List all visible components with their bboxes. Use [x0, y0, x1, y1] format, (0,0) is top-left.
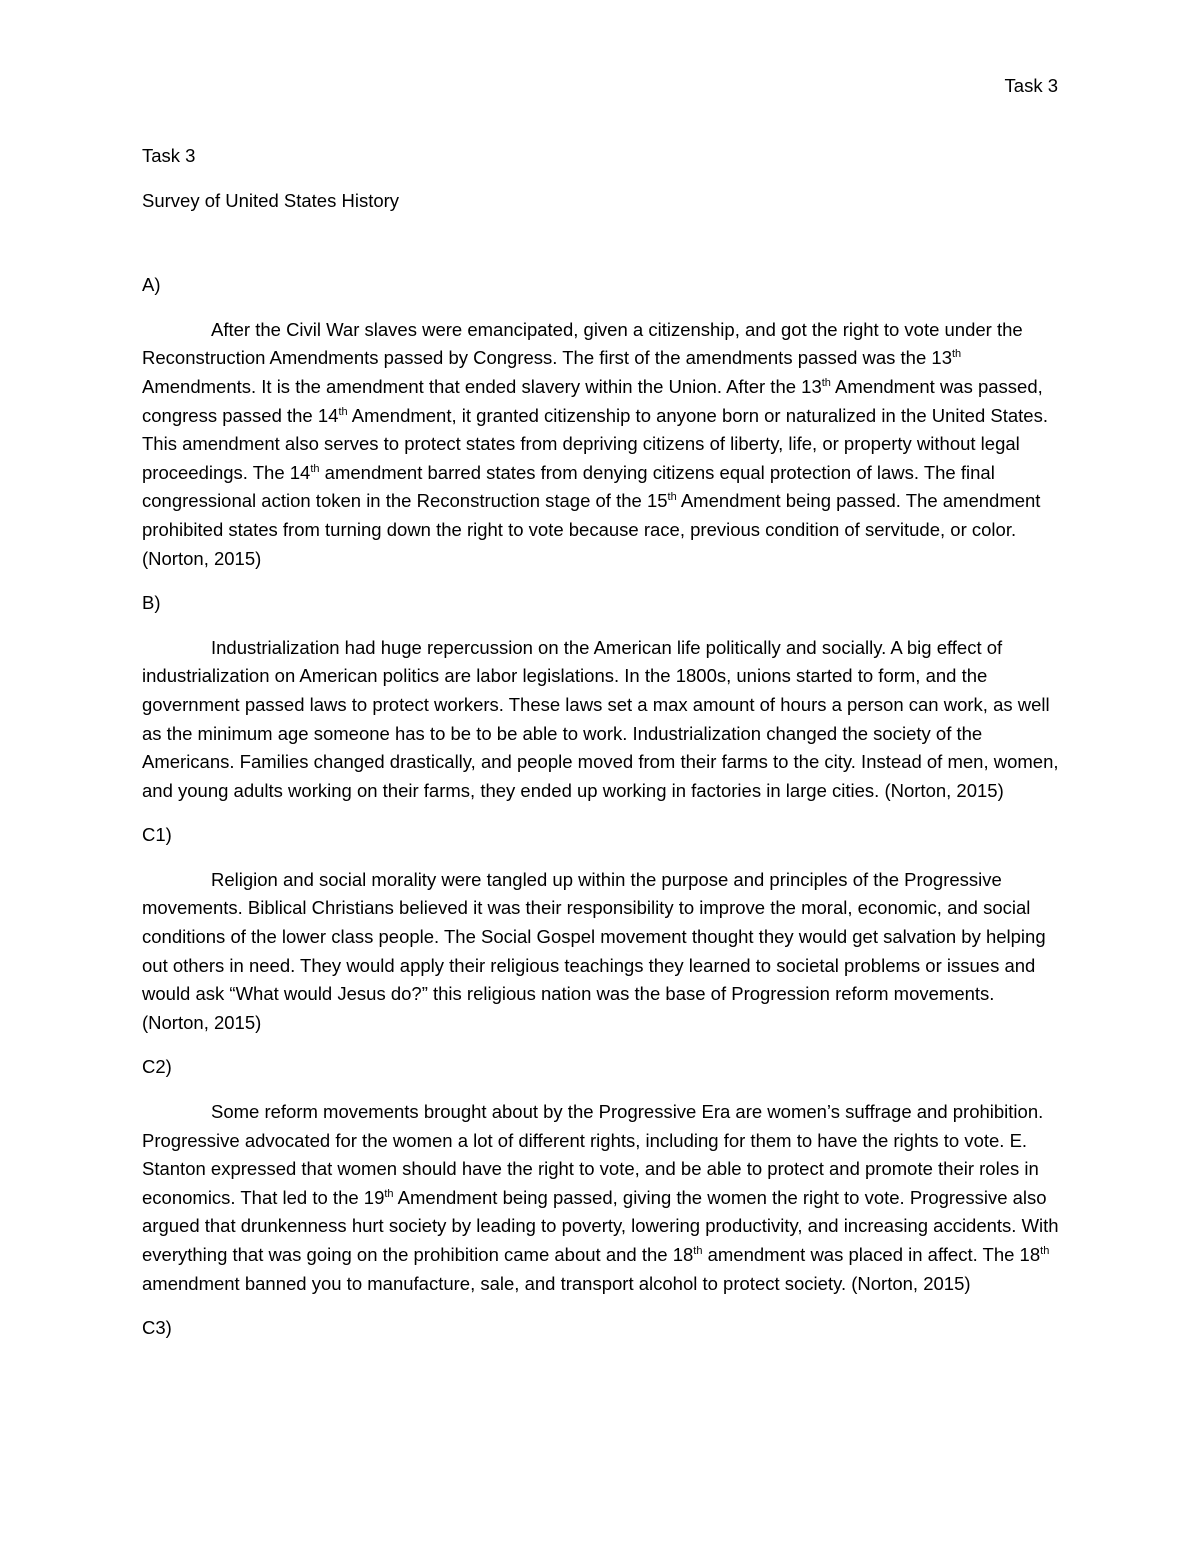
section-c2-paragraph: [142, 1098, 1062, 1298]
text-run: amendment barred states from denying citizens equal protection of laws. The final congressional action token in the Reconstruction stage of the 15: [142, 461, 995, 512]
superscript: th: [693, 1244, 703, 1257]
text-run: amendment banned you to manufacture, sale, and transport alcohol to protect society. (Norton, 2015): [142, 1272, 971, 1294]
section-c2-label: C2): [142, 1056, 172, 1078]
text-run: Some reform movements brought about by the Progressive Era are women’s suffrage and prohibition. Progressive advocated for the women a lot of different rights, including for them to have the rights to vote. E. Stanton expressed that women should have the right to vote, and be able to protect and promote their roles in economics. That led to the 19: [142, 1101, 1044, 1208]
superscript: th: [338, 405, 348, 418]
superscript: th: [951, 348, 962, 361]
text-run: Amendment being passed, giving the women the right to vote. Progressive also argued that drunkenness hurt society by leading to poverty, lowering productivity, and increasing accidents. With everything that was going on the prohibition came about and the 18: [142, 1186, 1059, 1265]
section-c1-label: C1): [142, 824, 172, 846]
text-run: Amendments. It is the amendment that ended slavery within the Union. After the 13: [142, 375, 822, 397]
section-a-label: A): [142, 274, 161, 296]
superscript: th: [1040, 1244, 1050, 1257]
section-a-paragraph: [142, 316, 1062, 573]
section-c3-label: C3): [142, 1317, 172, 1339]
section-b-label: B): [142, 592, 161, 614]
superscript: th: [384, 1187, 394, 1200]
superscript: th: [821, 376, 831, 389]
text-run: Amendment was passed, congress passed the 14: [142, 375, 1043, 426]
superscript: th: [667, 491, 677, 504]
document-title: Task 3: [142, 145, 196, 166]
text-run: Amendment being passed. The amendment prohibited states from turning down the right to vote because race, previous condition of servitude, or color. (Norton, 2015): [142, 490, 1041, 569]
section-c1-paragraph: Religion and social morality were tangled up within the purpose and principles of the Progressive movements. Biblical Christians believed it was their responsibility to improve the moral, economic, and social conditions of the lower class people. The Social Gospel movement thought they would get salvation by helping out others in need. They would apply their religious teachings they learned to societal problems or issues and would ask “What would Jesus do?” this religious nation was the base of Progression reform movements. (Norton, 2015): [142, 868, 1046, 1033]
document-subtitle: Survey of United States History: [142, 189, 400, 211]
section-b-paragraph: Industrialization had huge repercussion on the American life politically and socially. A big effect of industrialization on American politics are labor legislations. In the 1800s, unions started to form, and the government passed laws to protect workers. These laws set a max amount of hours a person can work, as well as the minimum age someone has to be to be able to work. Industrialization changed the society of the Americans. Families changed drastically, and people moved from their farms to the city. Instead of men, women, and young adults working on their farms, they ended up working in factories in large cities. (Norton, 2015): [142, 636, 1059, 801]
text-run: Amendment, it granted citizenship to anyone born or naturalized in the United States. This amendment also serves to protect states from depriving citizens of liberty, life, or property without legal proceedings. The 14: [142, 404, 1048, 483]
document-body: [142, 142, 1062, 1359]
superscript: th: [310, 462, 320, 475]
text-run: After the Civil War slaves were emancipated, given a citizenship, and got the right to vote under the Reconstruction Amendments passed by Congress. The first of the amendments passed was the 13: [142, 318, 1023, 369]
running-head: Task 3: [1004, 75, 1058, 96]
text-run: amendment was placed in affect. The 18: [702, 1244, 1041, 1265]
